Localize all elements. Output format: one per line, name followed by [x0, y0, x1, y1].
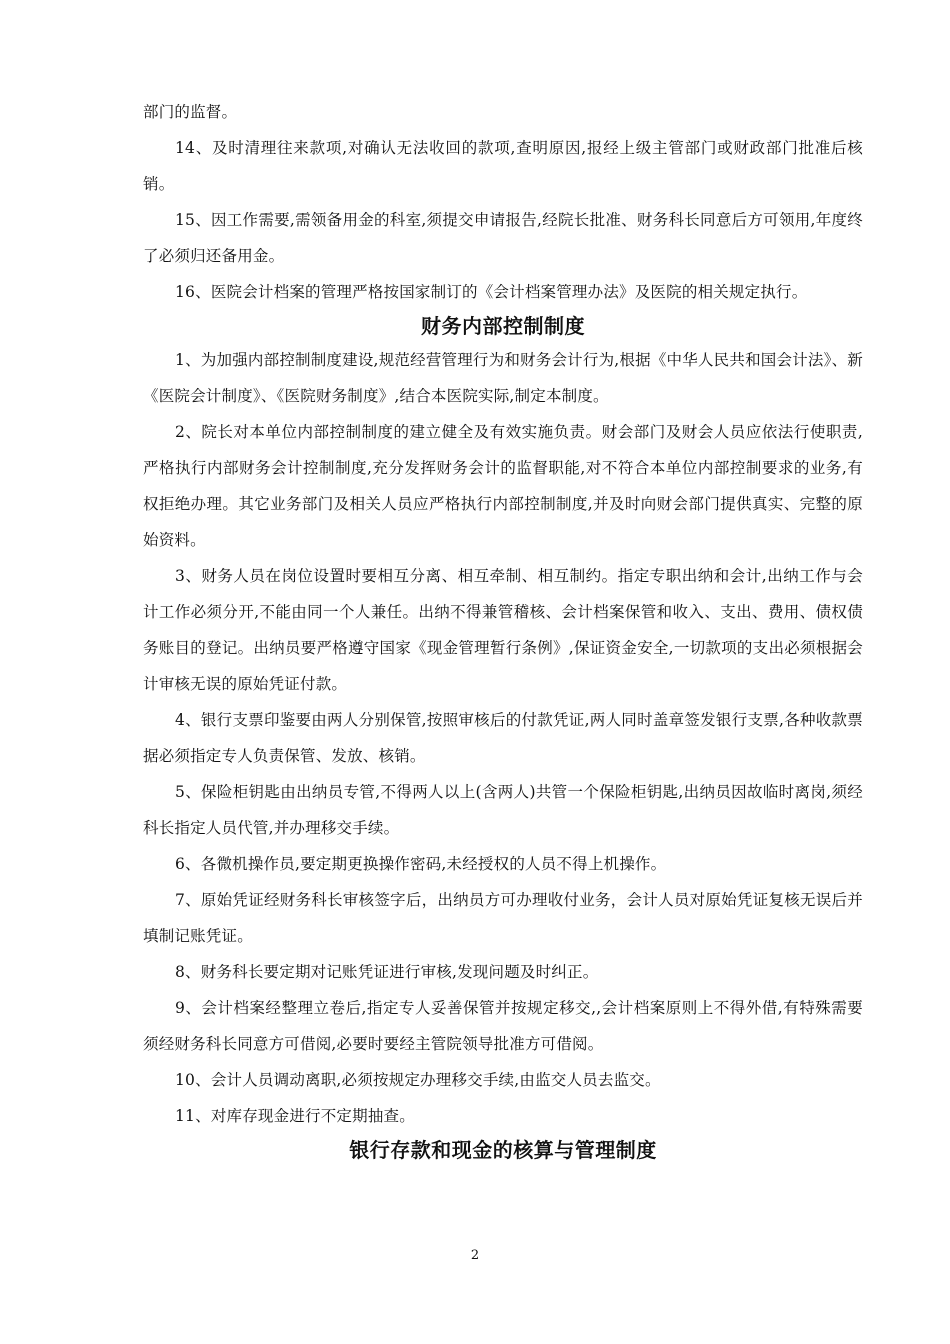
document-body [143, 94, 863, 1166]
paragraph-item-14: 14、及时清理往来款项,对确认无法收回的款项,查明原因,报经上级主管部门或财政部门批准后核销。 [143, 139, 863, 193]
paragraph-item-5: 5、保险柜钥匙由出纳员专管,不得两人以上(含两人)共管一个保险柜钥匙,出纳员因故临时离岗,须经科长指定人员代管,并办理移交手续。 [143, 783, 863, 837]
section-title-bank-cash: 银行存款和现金的核算与管理制度 [349, 1138, 657, 1162]
paragraph-item-16: 16、医院会计档案的管理严格按国家制订的《会计档案管理办法》及医院的相关规定执行。 [175, 283, 808, 301]
paragraph-item-4: 4、银行支票印鉴要由两人分别保管,按照审核后的付款凭证,两人同时盖章签发银行支票,各种收款票据必须指定专人负责保管、发放、核销。 [143, 711, 863, 765]
paragraph-item-1: 1、为加强内部控制制度建设,规范经营管理行为和财务会计行为,根据《中华人民共和国会计法》、新《医院会计制度》、《医院财务制度》,结合本医院实际,制定本制度。 [143, 351, 863, 405]
paragraph-item-15: 15、因工作需要,需领备用金的科室,须提交申请报告,经院长批准、财务科长同意后方可领用,年度终了必须归还备用金。 [143, 211, 863, 265]
paragraph-continuation: 部门的监督。 [143, 103, 238, 121]
paragraph-item-9: 9、会计档案经整理立卷后,指定专人妥善保管并按规定移交,,会计档案原则上不得外借,有特殊需要须经财务科长同意方可借阅,必要时要经主管院领导批准方可借阅。 [143, 999, 863, 1053]
paragraph-item-11: 11、对库存现金进行不定期抽查。 [175, 1107, 415, 1125]
paragraph-item-7: 7、原始凭证经财务科长审核签字后，出纳员方可办理收付业务，会计人员对原始凭证复核无误后并填制记账凭证。 [143, 891, 863, 945]
section-title-internal-control: 财务内部控制制度 [421, 314, 585, 338]
paragraph-item-6: 6、各微机操作员,要定期更换操作密码,未经授权的人员不得上机操作。 [175, 855, 667, 873]
paragraph-item-10: 10、会计人员调动离职,必须按规定办理移交手续,由监交人员去监交。 [175, 1071, 661, 1089]
paragraph-item-8: 8、财务科长要定期对记账凭证进行审核,发现问题及时纠正。 [175, 963, 599, 981]
paragraph-item-2: 2、院长对本单位内部控制制度的建立健全及有效实施负责。财会部门及财会人员应依法行使职责,严格执行内部财务会计控制制度,充分发挥财务会计的监督职能,对不符合本单位内部控制要求的业务,有权拒绝办理。其它业务部门及相关人员应严格执行内部控制制度,并及时向财会部门提供真实、完整的原始资料。 [143, 423, 863, 549]
paragraph-item-3: 3、财务人员在岗位设置时要相互分离、相互牵制、相互制约。指定专职出纳和会计,出纳工作与会计工作必须分开,不能由同一个人兼任。出纳不得兼管稽核、会计档案保管和收入、支出、费用、债权债务账目的登记。出纳员要严格遵守国家《现金管理暂行条例》,保证资金安全,一切款项的支出必须根据会计审核无误的原始凭证付款。 [143, 567, 863, 693]
page-number: 2 [470, 1248, 480, 1263]
